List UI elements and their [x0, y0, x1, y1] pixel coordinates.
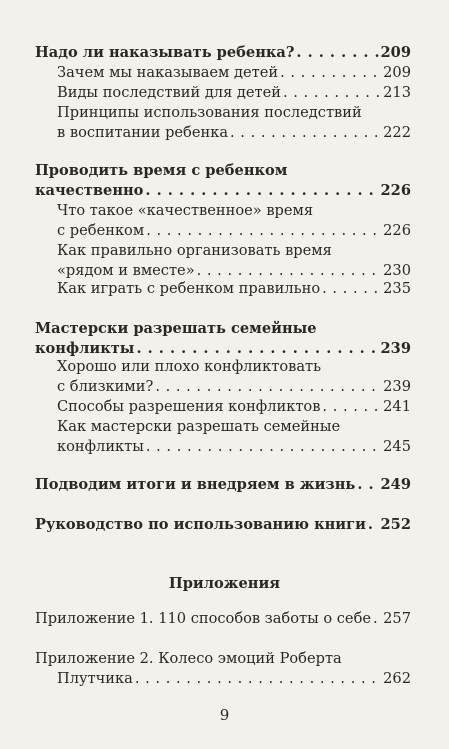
- toc-leader-dots: [368, 516, 379, 534]
- toc-entry: [0, 64, 449, 82]
- toc-entry: [0, 162, 449, 200]
- toc-leader-dots: [322, 280, 381, 298]
- toc-entry-title: Как мастерски разрешать семейные: [57, 418, 341, 435]
- toc-page-number: 239: [380, 340, 411, 357]
- toc-entry-title: Как играть с ребенком правильно: [57, 280, 321, 297]
- toc-entry: [0, 418, 449, 456]
- toc-entry-title: Приложение 1. 110 способов заботы о себе: [35, 610, 371, 627]
- toc-entry-title: Руководство по использованию книги: [35, 516, 366, 533]
- toc-entry-title: Подводим итоги и внедряем в жизнь: [35, 476, 356, 493]
- toc-leader-dots: [135, 670, 381, 688]
- toc-entry-title: Зачем мы наказываем детей: [57, 64, 279, 81]
- toc-entry-title: конфликты: [35, 340, 135, 357]
- toc-page-number: 252: [380, 516, 411, 533]
- toc-leader-dots: [155, 378, 381, 396]
- toc-page-number: 226: [383, 222, 411, 239]
- toc-leader-dots: [145, 182, 378, 200]
- toc-entry: [0, 44, 449, 62]
- toc-entry: [0, 320, 449, 358]
- toc-page-number: 235: [383, 280, 411, 297]
- toc-page-number: 209: [380, 44, 411, 61]
- toc-entry-title: Способы разрешения конфликтов: [57, 398, 321, 415]
- toc-entry-title: Проводить время с ребенком: [35, 162, 288, 179]
- toc-entry-title: Виды последствий для детей: [57, 84, 281, 101]
- toc-page-number: 226: [380, 182, 411, 199]
- toc-page-number: 249: [380, 476, 411, 493]
- toc-page-number: 239: [383, 378, 411, 395]
- toc-page-number: 245: [383, 438, 411, 455]
- toc-entry-title: Надо ли наказывать ребенка?: [35, 44, 295, 61]
- toc-leader-dots: [296, 44, 378, 62]
- toc-page-number: 262: [383, 670, 411, 687]
- toc-entry-title: конфликты: [57, 438, 144, 455]
- toc-leader-dots: [197, 262, 382, 280]
- toc-entry-title: Хорошо или плохо конфликтовать: [57, 358, 322, 375]
- toc-entry-title: с ребенком: [57, 222, 145, 239]
- toc-entry: [0, 358, 449, 396]
- toc-entry-title: в воспитании ребенка: [57, 124, 229, 141]
- toc-leader-dots: [373, 610, 381, 628]
- toc-entry-title: Как правильно организовать время: [57, 242, 332, 259]
- toc-leader-dots: [283, 84, 381, 102]
- toc-page-number: 222: [383, 124, 411, 141]
- toc-entry: [0, 280, 449, 298]
- toc-entry: [0, 476, 449, 494]
- toc-leader-dots: [357, 476, 378, 494]
- toc-entry: [0, 610, 449, 628]
- toc-entry-title: «рядом и вместе»: [57, 262, 195, 279]
- toc-leader-dots: [322, 398, 381, 416]
- toc-leader-dots: [136, 340, 378, 358]
- toc-entry-title: качественно: [35, 182, 144, 199]
- toc-leader-dots: [280, 64, 381, 82]
- toc-entry-title: с близкими?: [57, 378, 154, 395]
- appendix-heading: Приложения: [168, 575, 281, 592]
- toc-page-number: 209: [383, 64, 411, 81]
- toc-leader-dots: [146, 222, 381, 240]
- toc-entry-title: Мастерски разрешать семейные: [35, 320, 317, 337]
- toc-page-number: 213: [383, 84, 411, 101]
- toc-page-number: 257: [383, 610, 411, 627]
- toc-entry: [0, 242, 449, 280]
- toc-entry-title: Принципы использования последствий: [57, 104, 362, 121]
- toc-entry-title: Плутчика: [57, 670, 133, 687]
- toc-leader-dots: [230, 124, 381, 142]
- toc-page-number: 230: [383, 262, 411, 279]
- toc-entry-title: Приложение 2. Колесо эмоций Роберта: [35, 650, 342, 667]
- toc-entry: [0, 516, 449, 534]
- toc-entry: [0, 398, 449, 416]
- toc-entry: [0, 84, 449, 102]
- toc-entry-title: Что такое «качественное» время: [57, 202, 314, 219]
- page-number: 9: [219, 706, 230, 724]
- toc-page-number: 241: [383, 398, 411, 415]
- toc-entry: [0, 650, 449, 688]
- toc-entry: [0, 104, 449, 142]
- toc-entry: [0, 202, 449, 240]
- toc-leader-dots: [146, 438, 381, 456]
